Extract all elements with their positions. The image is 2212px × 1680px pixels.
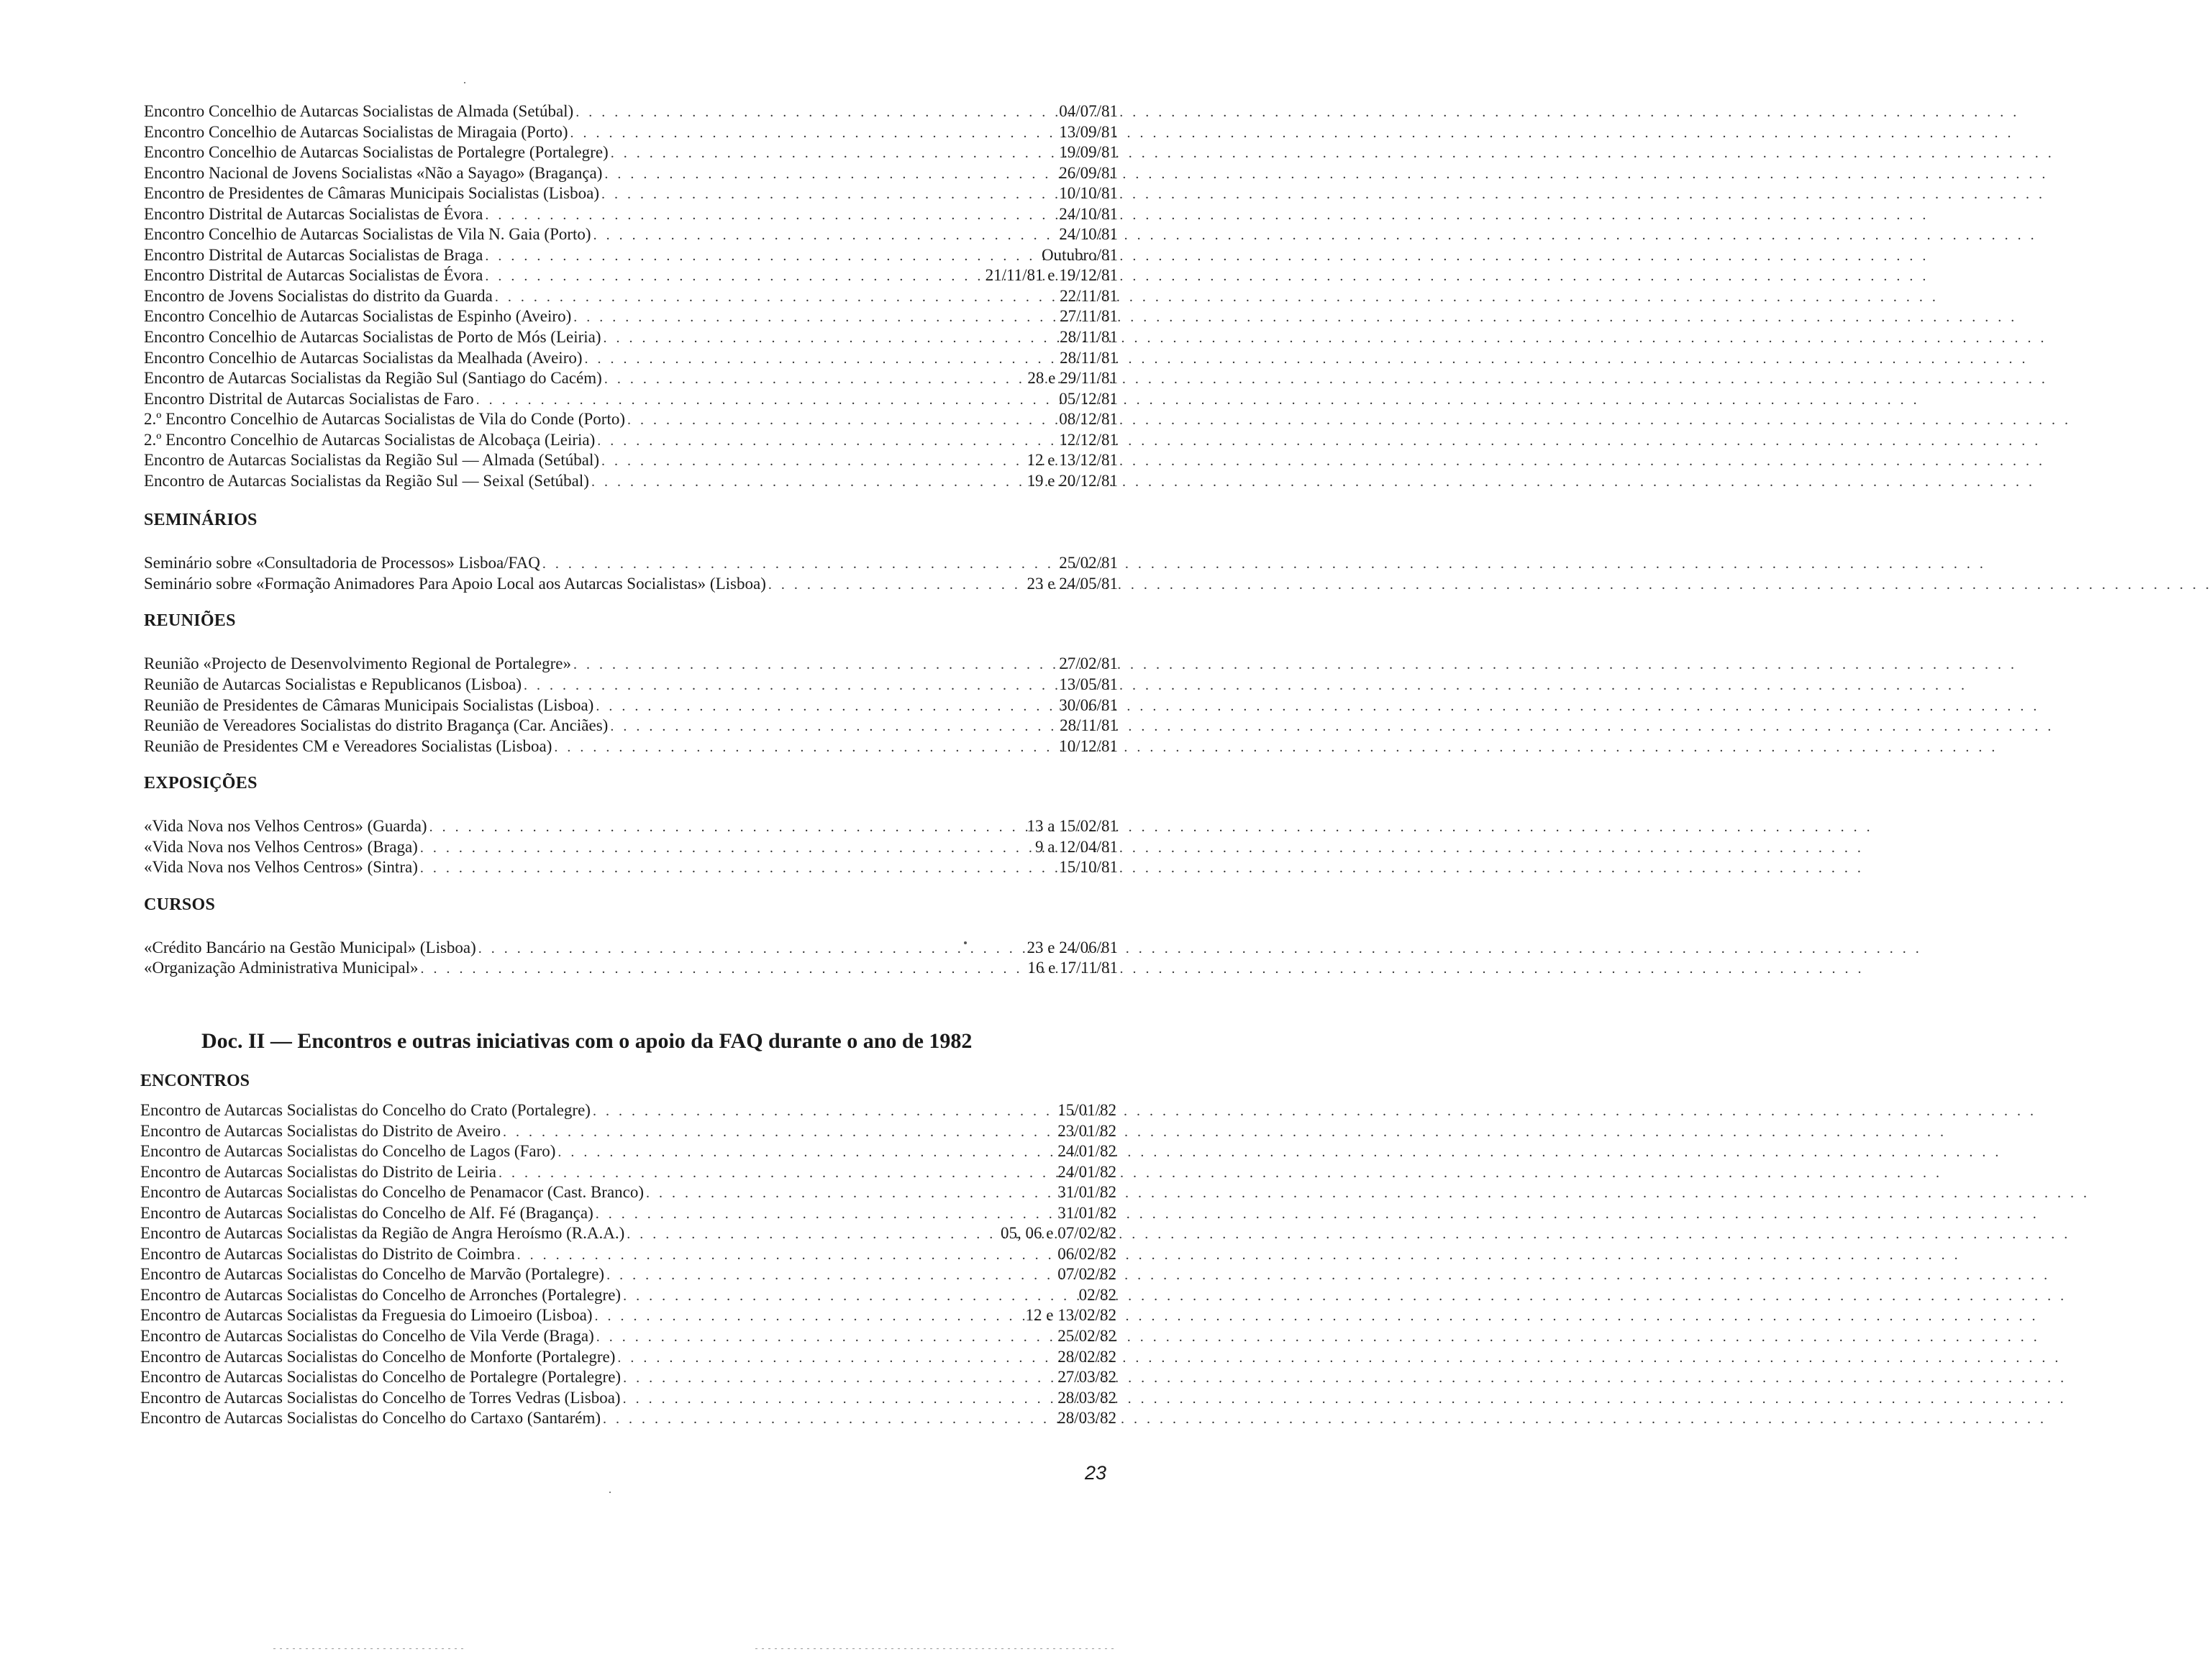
item-date: 27/11/81 xyxy=(1060,307,1118,326)
encontros-1982-list xyxy=(140,1100,1116,1429)
dot-leader xyxy=(646,1183,922,1204)
scan-speck xyxy=(464,82,465,83)
list-item xyxy=(140,1388,1116,1409)
list-item xyxy=(144,327,1118,348)
list-item xyxy=(144,122,1118,143)
item-date: 23 e 24/05/81 xyxy=(1027,574,1118,593)
list-item xyxy=(144,450,1118,471)
list-item xyxy=(140,1347,1116,1368)
item-description: Encontro de Autarcas Socialistas da Região de Angra Heroísmo (R.A.A.) xyxy=(140,1224,625,1243)
list-item xyxy=(140,1367,1116,1388)
list-item xyxy=(144,816,1118,837)
item-date: 30/06/81 xyxy=(1059,695,1118,714)
list-item xyxy=(144,163,1118,184)
item-description: Encontro Concelhio de Autarcas Socialistas de Vila N. Gaia (Porto) xyxy=(144,225,591,244)
dot-leader xyxy=(768,575,924,595)
item-date: 04/07/81 xyxy=(1059,102,1118,120)
dot-leader xyxy=(610,716,924,737)
item-description: Encontro de Autarcas Socialistas do Distrito de Aveiro xyxy=(140,1121,501,1140)
list-item xyxy=(144,409,1118,430)
list-item xyxy=(144,204,1118,225)
item-date: 28/11/81 xyxy=(1060,348,1118,367)
list-item xyxy=(144,695,1118,716)
item-description: Reunião de Presidentes de Câmaras Municipais Socialistas (Lisboa) xyxy=(144,695,594,714)
item-description: Reunião de Presidentes CM e Vereadores Socialistas (Lisboa) xyxy=(144,736,552,755)
item-description: «Organização Administrativa Municipal» xyxy=(144,959,419,977)
list-item xyxy=(140,1285,1116,1306)
cursos-list xyxy=(144,938,1118,979)
dot-leader xyxy=(596,1327,922,1348)
item-description: «Crédito Bancário na Gestão Municipal» (Lisboa) xyxy=(144,938,476,957)
item-date: 28/03/82 xyxy=(1057,1388,1116,1407)
item-date: 12 e 13/12/81 xyxy=(1027,451,1118,470)
list-item xyxy=(144,675,1118,695)
item-description: Encontro de Autarcas Socialistas do Concelho de Portalegre (Portalegre) xyxy=(140,1368,622,1387)
item-description: Encontro Distrital de Autarcas Socialistas de Faro xyxy=(144,389,474,408)
item-description: «Vida Nova nos Velhos Centros» (Sintra) xyxy=(144,858,418,877)
item-date: 24/10/81 xyxy=(1059,204,1118,223)
item-date: 28 e 29/11/81 xyxy=(1027,369,1118,388)
dot-leader xyxy=(485,246,924,267)
list-item xyxy=(144,286,1118,307)
item-description: «Vida Nova nos Velhos Centros» (Guarda) xyxy=(144,817,427,836)
item-date: 10/10/81 xyxy=(1059,184,1118,203)
item-date: 16 e 17/11/81 xyxy=(1027,959,1118,977)
item-date: 22/11/81 xyxy=(1060,286,1118,305)
item-description: Encontro de Autarcas Socialistas da Região Sul — Almada (Setúbal) xyxy=(144,451,599,470)
item-date: 24/10/81 xyxy=(1059,225,1118,244)
item-date: 31/01/82 xyxy=(1057,1203,1116,1222)
dot-leader xyxy=(420,858,924,879)
encontros-1981-list xyxy=(144,101,1118,491)
doc2-title: Doc. II — Encontros e outras iniciativas com o apoio da FAQ durante o ano de 1982 xyxy=(201,1029,973,1053)
item-date: 28/03/82 xyxy=(1057,1409,1116,1428)
item-date: 12 e 13/02/82 xyxy=(1025,1306,1116,1325)
item-description: Encontro Concelhio de Autarcas Socialistas de Porto de Mós (Leiria) xyxy=(144,328,601,347)
dot-leader xyxy=(524,675,924,696)
item-date: 24/01/82 xyxy=(1057,1162,1116,1181)
scan-speck xyxy=(964,941,967,944)
item-date: 06/02/82 xyxy=(1057,1244,1116,1263)
dot-leader xyxy=(495,287,924,308)
item-description: Encontro de Autarcas Socialistas do Distrito de Coimbra xyxy=(140,1244,515,1263)
reunioes-list xyxy=(144,654,1118,757)
list-item xyxy=(144,654,1118,675)
dot-leader xyxy=(570,123,924,144)
item-date: 13 a 15/02/81 xyxy=(1027,817,1118,836)
list-item xyxy=(144,306,1118,327)
list-item xyxy=(140,1162,1116,1183)
list-item xyxy=(140,1100,1116,1121)
dot-leader xyxy=(575,102,924,123)
item-date: 02/82 xyxy=(1078,1285,1116,1304)
item-date: 07/02/82 xyxy=(1057,1265,1116,1284)
dot-leader xyxy=(603,1409,922,1430)
list-item xyxy=(144,938,1118,959)
item-description: Reunião «Projecto de Desenvolvimento Regional de Portalegre» xyxy=(144,654,572,673)
list-item xyxy=(140,1305,1116,1326)
list-item xyxy=(144,265,1118,286)
section-heading-reunioes: REUNIÕES xyxy=(144,611,236,631)
item-description: 2.º Encontro Concelhio de Autarcas Socialistas de Alcobaça (Leiria) xyxy=(144,430,596,449)
section-heading-encontros: ENCONTROS xyxy=(140,1072,250,1090)
item-description: Encontro Nacional de Jovens Socialistas «Não a Sayago» (Bragança) xyxy=(144,163,603,182)
item-date: 27/02/81 xyxy=(1059,654,1118,673)
item-date: 12/12/81 xyxy=(1059,430,1118,449)
item-date: 08/12/81 xyxy=(1059,410,1118,429)
item-description: Encontro Distrital de Autarcas Socialistas de Évora xyxy=(144,204,483,223)
list-item xyxy=(140,1264,1116,1285)
item-date: 9 a 12/04/81 xyxy=(1035,837,1118,856)
dot-leader xyxy=(429,817,924,838)
item-description: Reunião de Autarcas Socialistas e Republicanos (Lisboa) xyxy=(144,675,522,694)
dot-leader xyxy=(597,431,924,452)
item-description: Encontro de Autarcas Socialistas do Concelho de Marvão (Portalegre) xyxy=(140,1265,605,1284)
dot-leader xyxy=(573,307,924,328)
item-description: Seminário sobre «Formação Animadores Para Apoio Local aos Autarcas Socialistas» (Lisboa) xyxy=(144,574,766,593)
list-item xyxy=(144,430,1118,451)
item-description: Encontro de Autarcas Socialistas do Concelho do Cartaxo (Santarém) xyxy=(140,1409,601,1428)
dot-leader xyxy=(596,1204,922,1225)
item-description: Encontro Concelhio de Autarcas Socialistas da Mealhada (Aveiro) xyxy=(144,348,583,367)
item-date: 13/09/81 xyxy=(1059,122,1118,141)
dot-leader xyxy=(604,328,924,349)
dot-leader xyxy=(585,349,924,370)
list-item xyxy=(144,837,1118,858)
item-date: 24/01/82 xyxy=(1057,1142,1116,1161)
item-description: «Vida Nova nos Velhos Centros» (Braga) xyxy=(144,837,418,856)
item-description: Encontro de Jovens Socialistas do distrito da Guarda xyxy=(144,286,493,305)
dot-leader xyxy=(604,164,924,185)
dot-leader xyxy=(627,1224,922,1245)
item-date: 27/03/82 xyxy=(1057,1368,1116,1387)
item-description: Encontro de Autarcas Socialistas da Freguesia do Limoeiro (Lisboa) xyxy=(140,1306,593,1325)
dot-leader xyxy=(617,1348,922,1369)
item-description: Encontro de Presidentes de Câmaras Municipais Socialistas (Lisboa) xyxy=(144,184,599,203)
item-date: 28/11/81 xyxy=(1060,328,1118,347)
dot-leader xyxy=(420,838,924,859)
dot-leader xyxy=(627,410,924,431)
item-date: 10/12/81 xyxy=(1059,736,1118,755)
item-description: Encontro de Autarcas Socialistas do Concelho de Lagos (Faro) xyxy=(140,1142,556,1161)
item-description: Encontro Distrital de Autarcas Socialistas de Braga xyxy=(144,245,483,264)
list-item xyxy=(144,471,1118,492)
scan-edge-line xyxy=(755,1648,1115,1649)
dot-leader xyxy=(554,737,924,758)
list-item xyxy=(144,368,1118,389)
item-description: Encontro de Autarcas Socialistas do Concelho de Penamacor (Cast. Branco) xyxy=(140,1183,645,1202)
dot-leader xyxy=(476,390,924,411)
list-item xyxy=(144,574,1118,595)
dot-leader xyxy=(623,1368,922,1389)
scan-edge-line xyxy=(273,1648,468,1649)
list-item xyxy=(140,1121,1116,1142)
dot-leader xyxy=(421,959,924,980)
dot-leader xyxy=(478,939,924,959)
list-item xyxy=(144,389,1118,410)
dot-leader xyxy=(611,143,924,164)
dot-leader xyxy=(595,1306,923,1327)
dot-leader xyxy=(542,554,924,575)
list-item xyxy=(144,224,1118,245)
item-description: Encontro de Autarcas Socialistas do Concelho do Crato (Portalegre) xyxy=(140,1101,591,1119)
doc1-block xyxy=(144,101,1118,979)
item-description: Encontro Concelhio de Autarcas Socialistas de Espinho (Aveiro) xyxy=(144,307,572,326)
item-description: 2.º Encontro Concelhio de Autarcas Socialistas de Vila do Conde (Porto) xyxy=(144,410,625,429)
item-date: 28/11/81 xyxy=(1060,716,1118,735)
item-date: 15/01/82 xyxy=(1057,1101,1116,1119)
list-item xyxy=(144,716,1118,736)
item-description: Encontro de Autarcas Socialistas da Região Sul (Santiago do Cacém) xyxy=(144,369,602,388)
section-heading-exposicoes: EXPOSIÇÕES xyxy=(144,774,258,793)
page-number: 23 xyxy=(1085,1462,1107,1484)
item-description: Encontro de Autarcas Socialistas da Região Sul — Seixal (Setúbal) xyxy=(144,471,589,490)
dot-leader xyxy=(593,1101,922,1122)
item-date: 13/05/81 xyxy=(1059,675,1118,694)
item-date: 19/09/81 xyxy=(1059,143,1118,162)
list-item xyxy=(144,958,1118,979)
list-item xyxy=(144,736,1118,757)
item-date: 25/02/81 xyxy=(1059,554,1118,572)
item-date: 23 e 24/06/81 xyxy=(1027,938,1118,957)
exposicoes-list xyxy=(144,816,1118,878)
item-date: Outubro/81 xyxy=(1041,245,1118,264)
item-description: Encontro de Autarcas Socialistas do Concelho de Arronches (Portalegre) xyxy=(140,1285,622,1304)
list-item xyxy=(140,1408,1116,1429)
item-date: 05, 06 e 07/02/82 xyxy=(1001,1224,1116,1243)
item-date: 31/01/82 xyxy=(1057,1183,1116,1202)
dot-leader xyxy=(573,654,924,675)
section-heading-cursos: CURSOS xyxy=(144,895,216,914)
item-description: Encontro Concelhio de Autarcas Socialistas de Almada (Setúbal) xyxy=(144,102,574,120)
dot-leader xyxy=(503,1122,922,1143)
item-date: 19 e 20/12/81 xyxy=(1027,471,1118,490)
dot-leader xyxy=(623,1286,922,1307)
seminarios-list xyxy=(144,553,1118,594)
dot-leader xyxy=(557,1142,922,1163)
list-item xyxy=(144,101,1118,122)
dot-leader xyxy=(485,266,924,287)
item-description: Encontro de Autarcas Socialistas do Concelho de Monforte (Portalegre) xyxy=(140,1347,616,1366)
item-date: 25/02/82 xyxy=(1057,1327,1116,1346)
list-item xyxy=(144,348,1118,369)
dot-leader xyxy=(606,1265,922,1286)
dot-leader xyxy=(601,184,924,205)
dot-leader xyxy=(591,472,924,493)
dot-leader xyxy=(485,205,924,226)
list-item xyxy=(140,1244,1116,1265)
item-description: Encontro Distrital de Autarcas Socialistas de Évora xyxy=(144,266,483,285)
list-item xyxy=(140,1141,1116,1162)
dot-leader xyxy=(623,1389,922,1410)
item-date: 15/10/81 xyxy=(1059,858,1118,877)
list-item xyxy=(144,245,1118,266)
dot-leader xyxy=(596,696,924,717)
item-date: 21/11/81 e 19/12/81 xyxy=(985,266,1118,285)
list-item xyxy=(140,1203,1116,1224)
item-date: 05/12/81 xyxy=(1059,389,1118,408)
dot-leader xyxy=(601,451,924,472)
scan-speck xyxy=(609,1492,611,1493)
item-date: 26/09/81 xyxy=(1059,163,1118,182)
dot-leader xyxy=(499,1163,922,1184)
item-date: 23/01/82 xyxy=(1057,1121,1116,1140)
list-item xyxy=(140,1326,1116,1347)
item-description: Reunião de Vereadores Socialistas do distrito Bragança (Car. Anciães) xyxy=(144,716,609,735)
list-item xyxy=(144,183,1118,204)
list-item xyxy=(144,142,1118,163)
item-description: Encontro de Autarcas Socialistas do Distrito de Leiria xyxy=(140,1162,497,1181)
item-description: Encontro de Autarcas Socialistas do Concelho de Vila Verde (Braga) xyxy=(140,1327,594,1346)
section-heading-seminarios: SEMINÁRIOS xyxy=(144,511,258,530)
item-description: Encontro Concelhio de Autarcas Socialistas de Miragaia (Porto) xyxy=(144,122,568,141)
dot-leader xyxy=(517,1245,922,1266)
item-description: Encontro de Autarcas Socialistas do Concelho de Alf. Fé (Bragança) xyxy=(140,1203,593,1222)
item-description: Encontro Concelhio de Autarcas Socialistas de Portalegre (Portalegre) xyxy=(144,143,609,162)
list-item xyxy=(140,1182,1116,1203)
item-description: Encontro de Autarcas Socialistas do Concelho de Torres Vedras (Lisboa) xyxy=(140,1388,621,1407)
dot-leader xyxy=(593,225,924,246)
dot-leader xyxy=(604,369,924,390)
item-date: 28/02/82 xyxy=(1057,1347,1116,1366)
list-item xyxy=(144,553,1118,574)
list-item xyxy=(144,857,1118,878)
list-item xyxy=(140,1223,1116,1244)
doc2-block xyxy=(140,1100,1116,1429)
item-description: Seminário sobre «Consultadoria de Processos» Lisboa/FAQ xyxy=(144,554,540,572)
